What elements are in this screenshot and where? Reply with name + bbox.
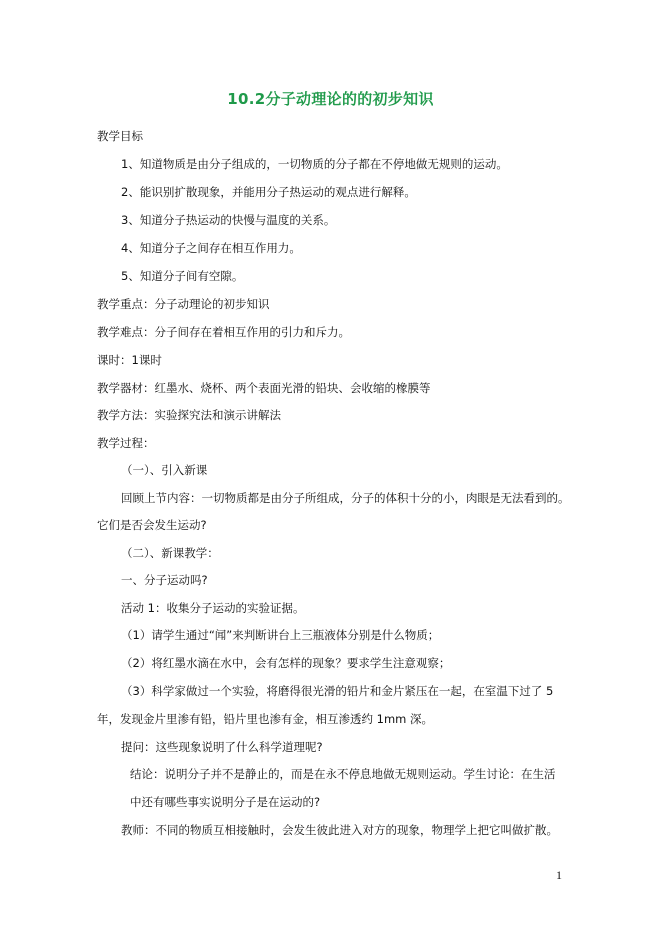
question: 提问：这些现象说明了什么科学道理呢? xyxy=(121,740,323,754)
objectives-heading: 教学目标 xyxy=(97,129,143,143)
activity-item: （3）科学家做过一个实验，将磨得很光滑的铅片和金片紧压在一起，在室温下过了 5 xyxy=(121,684,554,698)
page-number: 1 xyxy=(556,868,562,882)
conclusion: 结论：说明分子并不是静止的，而是在永不停息地做无规则运动。学生讨论：在生活 xyxy=(130,767,556,781)
methods: 教学方法：实验探究法和演示讲解法 xyxy=(97,408,281,422)
objective-item: 1、知道物质是由分子组成的，一切物质的分子都在不停地做无规则的运动。 xyxy=(121,157,508,171)
objective-item: 2、能识别扩散现象，并能用分子热运动的观点进行解释。 xyxy=(121,185,416,199)
class-hours: 课时：1课时 xyxy=(97,353,162,367)
section-heading-intro: （一）、引入新课 xyxy=(121,463,208,477)
conclusion-cont: 中还有哪些事实说明分子是在运动的? xyxy=(130,795,321,809)
activity-item-cont: 年，发现金片里渗有铅，铅片里也渗有金，相互渗透约 1mm 深。 xyxy=(97,712,434,726)
difficulty: 教学难点：分子间存在着相互作用的引力和斥力。 xyxy=(97,325,350,339)
page-title: 10.2分子动理论的的初步知识 xyxy=(227,90,434,108)
part-heading: 一、分子运动吗? xyxy=(121,573,208,587)
key-point: 教学重点：分子动理论的初步知识 xyxy=(97,297,270,311)
section-heading-new-lesson: （二）、新课教学： xyxy=(121,546,219,560)
teacher-statement: 教师：不同的物质互相接触时，会发生彼此进入对方的现象，物理学上把它叫做扩散。 xyxy=(121,823,558,837)
review-paragraph: 回顾上节内容：一切物质都是由分子所组成，分子的体积十分的小，肉眼是无法看到的。 xyxy=(121,491,570,505)
activity-item: （1）请学生通过“闻”来判断讲台上三瓶液体分别是什么物质； xyxy=(121,628,440,642)
activity-item: （2）将红墨水滴在水中，会有怎样的现象？要求学生注意观察； xyxy=(121,656,451,670)
equipment: 教学器材：红墨水、烧杯、两个表面光滑的铅块、会收缩的橡膜等 xyxy=(97,381,431,395)
objective-item: 5、知道分子间有空隙。 xyxy=(121,269,244,283)
activity-heading: 活动 1：收集分子运动的实验证据。 xyxy=(121,601,305,615)
objective-item: 3、知道分子热运动的快慢与温度的关系。 xyxy=(121,213,336,227)
process-heading: 教学过程： xyxy=(97,436,155,450)
objective-item: 4、知道分子之间存在相互作用力。 xyxy=(121,241,301,255)
review-paragraph-cont: 它们是否会发生运动? xyxy=(97,518,207,532)
